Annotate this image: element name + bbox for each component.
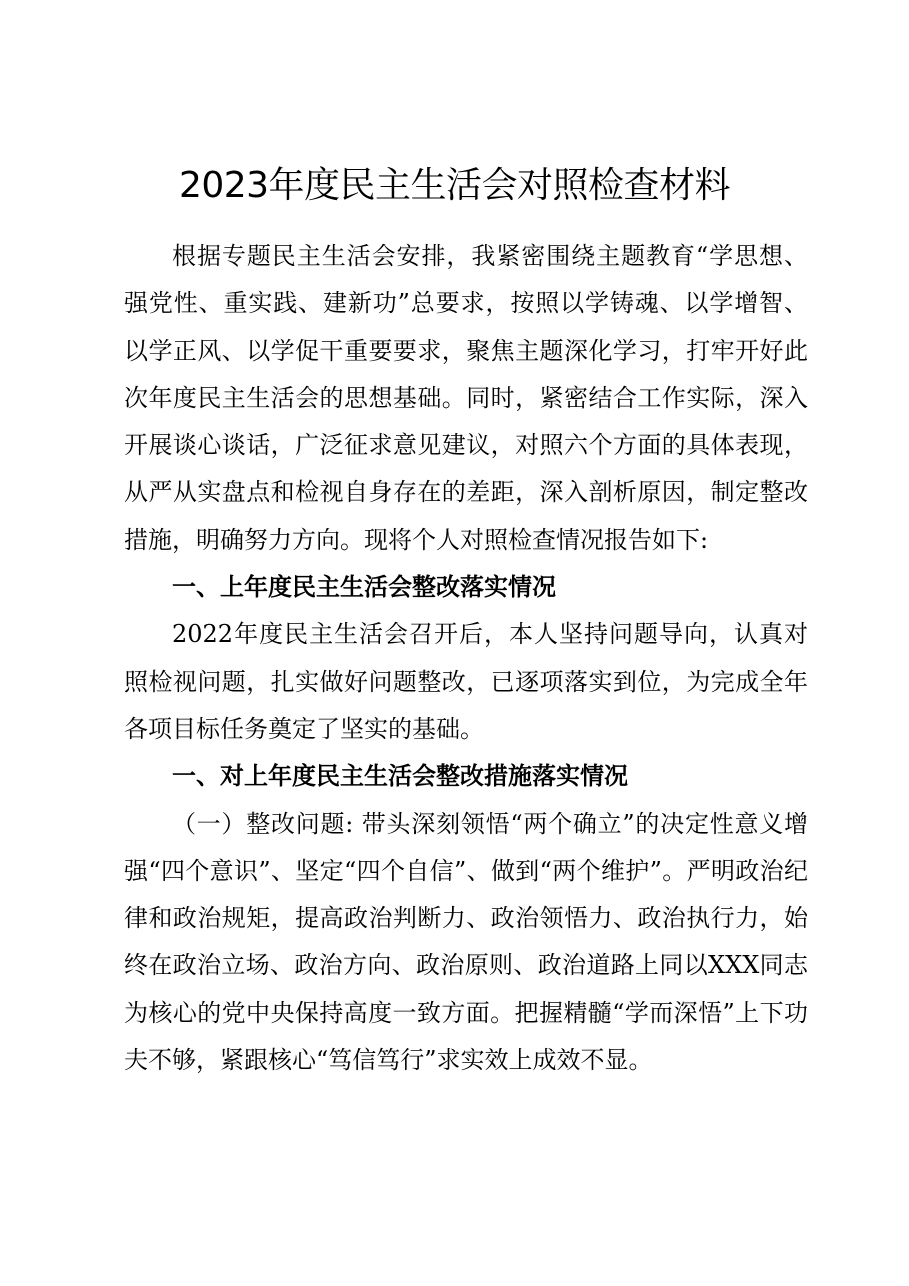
document-title: 2023年度民主生活会对照检查材料	[178, 165, 731, 206]
section-heading-2: 一、对上年度民主生活会整改措施落实情况	[172, 762, 628, 791]
document-body	[124, 233, 808, 1084]
section-paragraph-1: 2022年度民主生活会召开后，本人坚持问题导向，认真对照检视问题，扎实做好问题整改，已逐项落实到位，为完成全年各项目标任务奠定了坚实的基础。	[124, 620, 808, 743]
section-paragraph-2: （一）整改问题: 带头深刻领悟“两个确立”的决定性意义增强“四个意识”、坚定“四个自信”、做到“两个维护”。严明政治纪律和政治规矩，提高政治判断力、政治领悟力、政治执行力，始终在政治立场、政治方向、政治原则、政治道路上同以XXX同志为核心的党中央保持高度一致方面。把握精髓“学而深悟”上下功夫不够，紧跟核心“笃信笃行”求实效上成效不显。	[124, 809, 808, 1075]
section-heading-1: 一、上年度民主生活会整改落实情况	[172, 573, 556, 602]
intro-paragraph: 根据专题民主生活会安排，我紧密围绕主题教育“学思想、强党性、重实践、建新功”总要求，按照以学铸魂、以学增智、以学正风、以学促干重要要求，聚焦主题深化学习，打牢开好此次年度民主生活会的思想基础。同时，紧密结合工作实际，深入开展谈心谈话，广泛征求意见建议，对照六个方面的具体表现，从严从实盘点和检视自身存在的差距，深入剖析原因，制定整改措施，明确努力方向。现将个人对照检查情况报告如下:	[124, 242, 808, 554]
